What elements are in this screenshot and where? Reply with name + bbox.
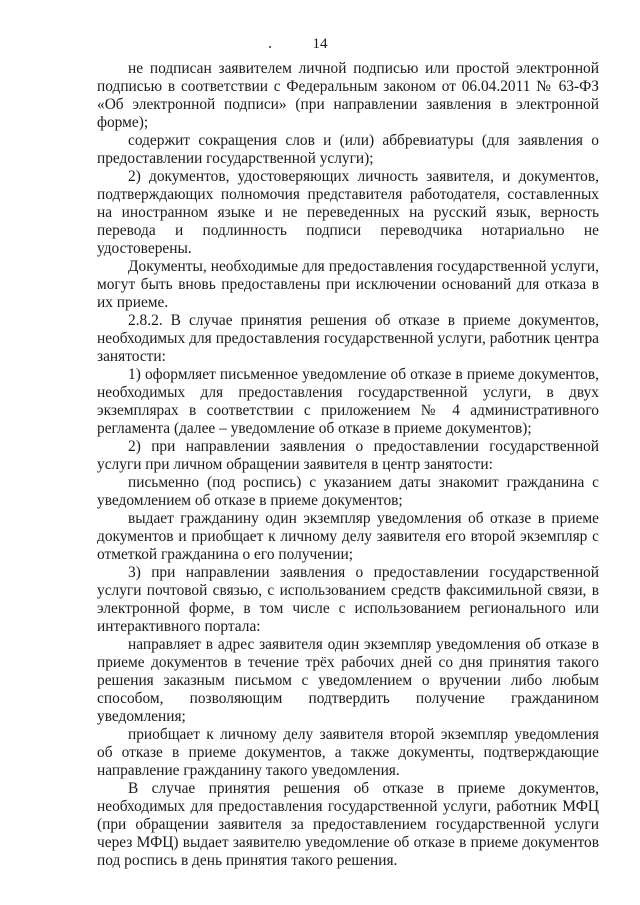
- paragraph-foreign-documents: 2) документов, удостоверяющих личность заявителя, и документов, подтверждающих полномочия представителя работодателя, составленных на иностранном языке и не переведенных на русский язык, верность перевода и подлинность подписи переводчика нотариально не удостоверены.: [97, 168, 599, 257]
- paragraph-abbreviations-condition: содержит сокращения слов и (или) аббревиатуры (для заявления о предоставлении государственной услуги);: [97, 132, 599, 167]
- paragraph-item-1-notification: 1) оформляет письменное уведомление об отказе в приеме документов, необходимых для предоставления государственной услуги, в двух экземплярах в соответствии с приложением № 4 административного регламента (далее – уведомление об отказе в приеме документов);: [97, 366, 599, 437]
- paragraph-item-3-remote: 3) при направлении заявления о предоставлении государственной услуги почтовой связью, с использованием средств факсимильной связи, в электронной форме, в том числе с использованием регионального или интерактивного портала:: [97, 564, 599, 635]
- paragraph-signature-acquaint: письменно (под роспись) с указанием даты знакомит гражданина с уведомлением об отказе в приеме документов;: [97, 474, 599, 509]
- paragraph-section-2-8-2: 2.8.2. В случае принятия решения об отказе в приеме документов, необходимых для предоставления государственной услуги, работник центра занятости:: [97, 312, 599, 365]
- paragraph-send-copy: направляет в адрес заявителя один экземпляр уведомления об отказе в приеме документов в течение трёх рабочих дней со дня принятия такого решения заказным письмом с уведомлением о вручении либо любым способом, позволяющим подтвердить получение гражданином уведомления;: [97, 636, 599, 725]
- paragraph-attach-copy: приобщает к личному делу заявителя второй экземпляр уведомления об отказе в приеме документов, а также документы, подтверждающие направление гражданину такого уведомления.: [97, 726, 599, 779]
- paragraph-resubmission: Документы, необходимые для предоставления государственной услуги, могут быть вновь предоставлены при исключении оснований для отказа в их приеме.: [97, 258, 599, 311]
- page-number: 14: [312, 36, 328, 52]
- document-body: [97, 60, 599, 870]
- scan-speck: [269, 46, 271, 48]
- paragraph-unsigned-condition: не подписан заявителем личной подписью или простой электронной подписью в соответствии с Федеральным законом от 06.04.2011 № 63-ФЗ «Об электронной подписи» (при направлении заявления в электронной форме);: [97, 60, 599, 131]
- paragraph-mfc-refusal: В случае принятия решения об отказе в приеме документов, необходимых для предоставления государственной услуги, работник МФЦ (при обращении заявителя за предоставлением государственной услуги через МФЦ) выдает заявителю уведомление об отказе в приеме документов под роспись в день принятия такого решения.: [97, 780, 599, 869]
- paragraph-item-2-personal-visit: 2) при направлении заявления о предоставлении государственной услуги при личном обращении заявителя в центр занятости:: [97, 438, 599, 473]
- paragraph-issue-copy: выдает гражданину один экземпляр уведомления об отказе в приеме документов и приобщает к личному делу заявителя его второй экземпляр с отметкой гражданина о его получении;: [97, 510, 599, 563]
